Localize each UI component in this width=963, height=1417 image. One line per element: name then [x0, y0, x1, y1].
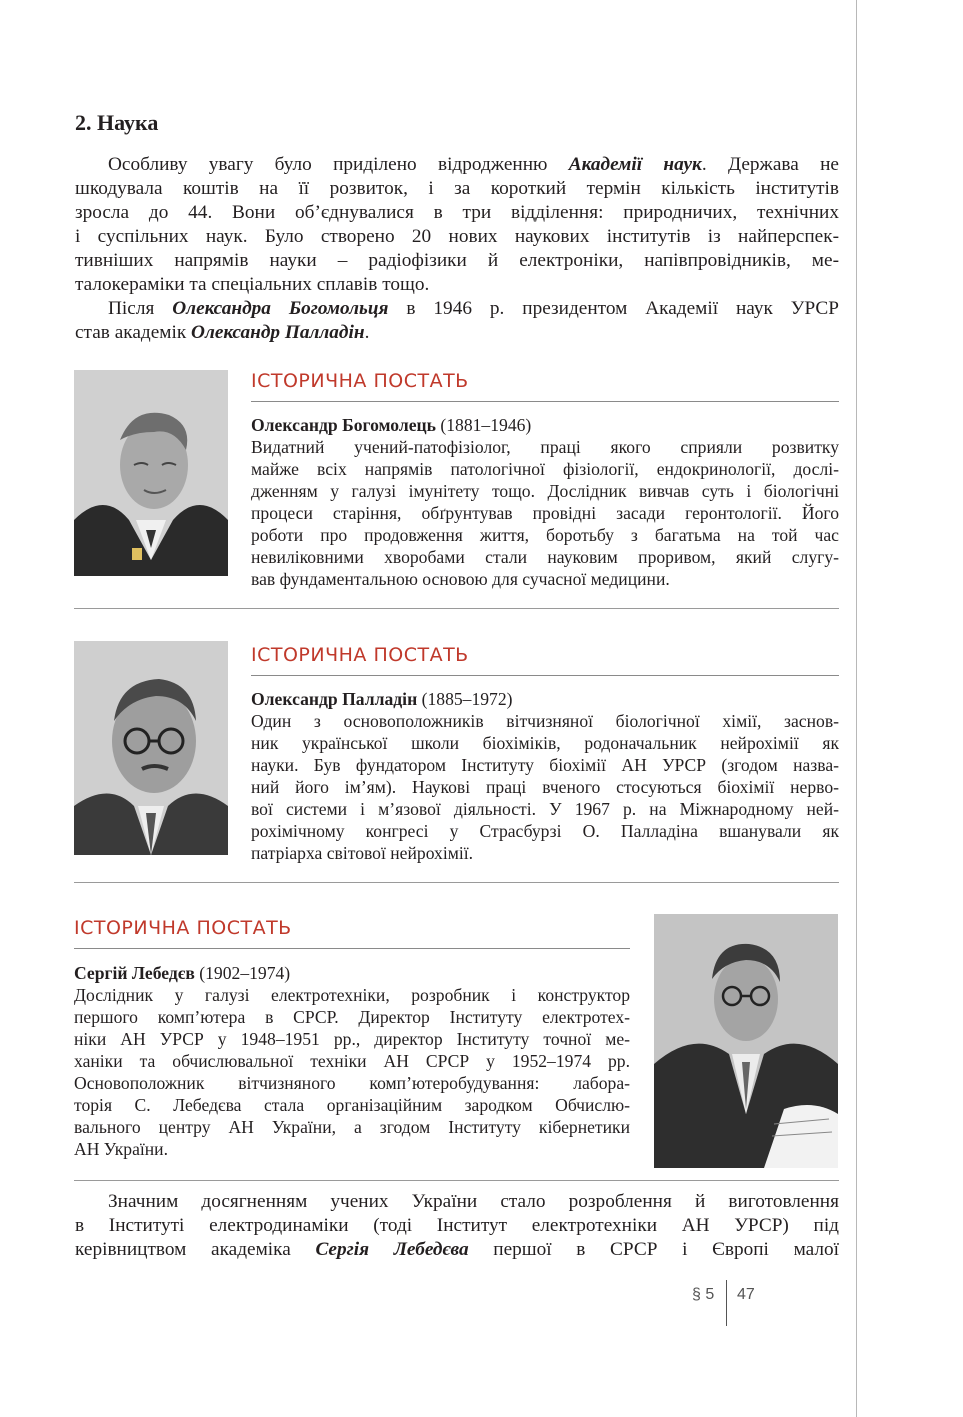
card-body-bohomolets: Олександр Богомолець (1881–1946) Видатний учений-патофізіолог, праці якого сприяли розвитку майже всіх напрямів патологічної фізіології, ендокринології, дослі- дженням у галузі імунітету тощо. Дослідник вивчав суть і біологічні процеси старіння, обґрунтував провідні засади геронтології. Його роботи про продовження життя, боротьбу з багатьма на той час невиліковними хворобами стали науковим проривом, який слугу- вав фундаментальною основою для сучасної медицини.: [251, 415, 839, 589]
card-heading: ІСТОРИЧНА ПОСТАТЬ: [251, 370, 469, 392]
card-separator: [74, 1180, 839, 1181]
footer-divider: [726, 1280, 727, 1326]
page-number: 47: [737, 1286, 755, 1303]
portrait-palladin: [74, 641, 228, 855]
card-heading: ІСТОРИЧНА ПОСТАТЬ: [251, 644, 469, 666]
card-body-palladin: Олександр Палладін (1885–1972) Один з основоположників вітчизняної біологічної хімії, заснов- ник української школи біохіміків, родоначальник нейрохімії як науки. Був фундатором Інституту біохімії АН УРСР (згодом назва- ний його ім’ям). Наукові праці вченого стосуються біохімії нерво- вої системи і м’язової діяльності. У 1967 р. на Міжнародному ней- рохімічному конгресі у Страсбурзі О. Палладіна вшанували як патріарха світової нейрохімії.: [251, 689, 839, 863]
paragraph-closing: Значним досягненням учених України стало розроблення й виготовлення в Інституті електродинаміки (тоді Інститут електротехніки АН УРСР) під керівництвом академіка Сергія Лебедєва першої в СРСР і Європі малої: [75, 1191, 839, 1260]
page-edge-rule: [856, 0, 857, 1417]
card-heading-rule: [251, 401, 839, 402]
card-heading-rule: [74, 948, 630, 949]
card-heading-rule: [251, 675, 839, 676]
portrait-bohomolets: [74, 370, 228, 576]
paragraph-president: Після Олександра Богомольця в 1946 р. президентом Академії наук УРСР став академік Олександр Палладін.: [75, 298, 839, 343]
section-heading: 2. Наука: [75, 110, 159, 135]
portrait-lebedev: [654, 914, 838, 1168]
card-separator: [74, 882, 839, 883]
section-mark: § 5: [692, 1286, 715, 1303]
card-separator: [74, 608, 839, 609]
paragraph-academy: Особливу увагу було приділено відродженню Академії наук. Держава не шкодувала коштів на її розвиток, і за короткий термін кількість інститутів зросла до 44. Вони об’єднувалися в три відділення: природничих, технічних і суспільних наук. Було створено 20 нових наукових інститутів із найперспек- тивніших напрямів науки – радіофізики й електроніки, напівпровідників, ме- талокераміки та спеціальних сплавів тощо.: [75, 154, 839, 295]
card-heading: ІСТОРИЧНА ПОСТАТЬ: [74, 917, 292, 939]
card-body-lebedev: Сергій Лебедєв (1902–1974) Дослідник у галузі електротехніки, розробник і конструктор першого комп’ютера в СРСР. Директор Інституту електротех- ніки АН УРСР у 1948–1951 рр., директор Інституту точної ме- ханіки та обчислювальної техніки АН СРСР у 1952–1974 рр. Основоположник вітчизняного комп’ютеробудування: лабора- торія С. Лебедєва стала організаційним зародком Обчислю- вального центру АН України, а згодом Інституту кібернетики АН України.: [74, 963, 630, 1159]
